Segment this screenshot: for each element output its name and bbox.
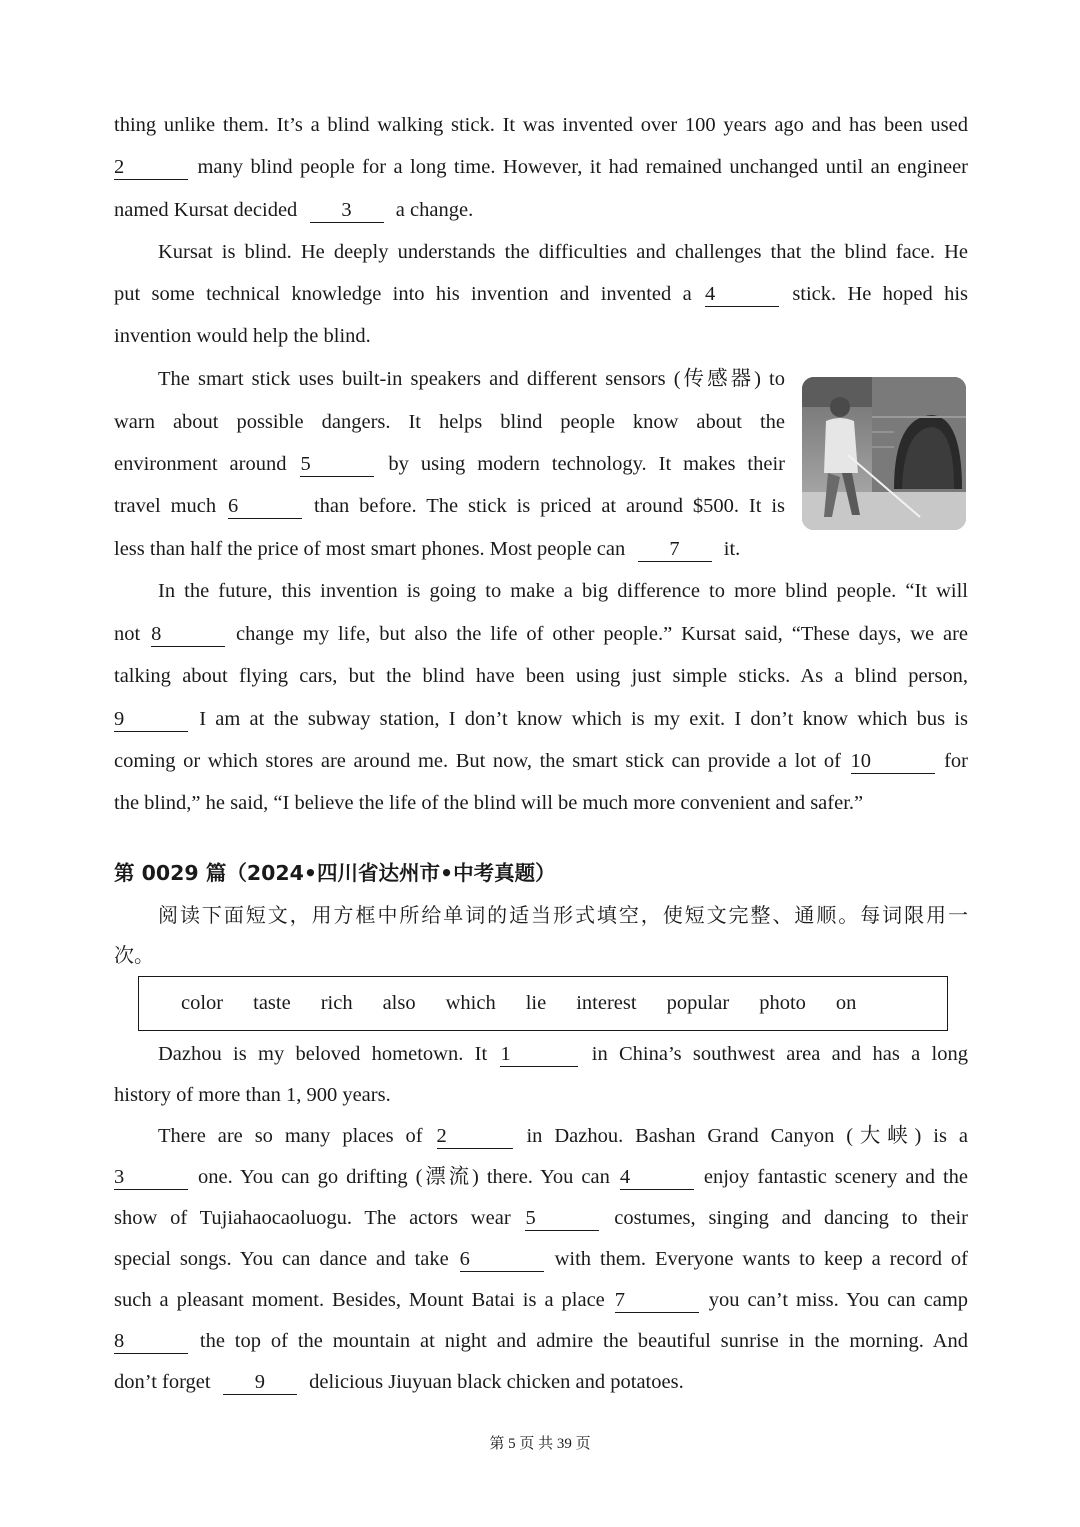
answer-blank[interactable]: 6 (460, 1247, 544, 1272)
passage2-line (114, 1203, 968, 1233)
answer-blank[interactable]: 10 (851, 749, 935, 774)
text: many blind people for a long time. However, it had remained unchanged until an engineer (197, 156, 968, 178)
passage1-line (114, 661, 968, 691)
text: you can’t miss. You can camp (708, 1289, 969, 1311)
text: stick. He hoped his (792, 283, 968, 305)
text: with them. Everyone wants to keep a record of (554, 1248, 969, 1270)
passage2-line (114, 1326, 968, 1356)
passage2-line (114, 1162, 968, 1192)
instruction-line: 阅读下面短文，用方框中所给单词的适当形式填空，使短文完整、通顺。每词限用一 (158, 903, 968, 927)
answer-blank[interactable]: 3 (114, 1165, 188, 1190)
text: by using modern technology. It makes their (388, 453, 786, 475)
text: environment around (114, 453, 287, 475)
passage2-line (158, 1121, 968, 1151)
text: in Dazhou. Bashan Grand Canyon (大峡) is a (526, 1125, 968, 1147)
word-bank-item: interest (576, 992, 637, 1014)
word-bank-box (138, 976, 948, 1031)
passage1-line (158, 364, 785, 394)
blind-man-with-cane-photo (802, 377, 966, 530)
answer-blank[interactable]: 3 (310, 198, 384, 223)
answer-blank[interactable]: 5 (525, 1206, 599, 1231)
text: warn about possible dangers. It helps blind people know about the (114, 411, 785, 433)
passage2-line (114, 1244, 968, 1274)
text: named Kursat decided (114, 199, 298, 221)
answer-blank[interactable]: 8 (151, 622, 225, 647)
text: The smart stick uses built-in speakers and different sensors (传感器) to (158, 368, 785, 390)
text: I am at the subway station, I don’t know which is my exit. I don’t know which bus is (199, 708, 969, 730)
passage1-line (114, 279, 968, 309)
answer-blank[interactable]: 4 (705, 282, 779, 307)
text: coming or which stores are around me. But now, the smart stick can provide a lot of (114, 750, 841, 772)
passage1-line (114, 534, 968, 564)
text: put some technical knowledge into his invention and invented a (114, 283, 692, 305)
text: for (944, 750, 969, 772)
text: Dazhou is my beloved hometown. It (158, 1043, 488, 1065)
text: a change. (395, 199, 474, 221)
answer-blank[interactable]: 7 (638, 537, 712, 562)
passage1-line (114, 449, 785, 479)
word-bank-item: also (382, 992, 416, 1014)
word-bank-item: which (445, 992, 496, 1014)
word-bank-item: taste (253, 992, 291, 1014)
word-bank-item: popular (666, 992, 730, 1014)
text: such a pleasant moment. Besides, Mount Batai is a place (114, 1289, 605, 1311)
passage2-line (158, 1039, 968, 1069)
passage1-line (114, 788, 968, 818)
passage1-line (114, 746, 968, 776)
text: it. (723, 538, 741, 560)
text: delicious Jiuyuan black chicken and potatoes. (309, 1371, 684, 1393)
word-bank-item: color (181, 992, 224, 1014)
text: special songs. You can dance and take (114, 1248, 449, 1270)
answer-blank[interactable]: 5 (300, 452, 374, 477)
photo-illustration (802, 377, 966, 530)
passage1-line (114, 110, 968, 140)
passage1-line (158, 576, 968, 606)
passage1-line (114, 152, 968, 182)
text: less than half the price of most smart phones. Most people can (114, 538, 626, 560)
instruction-line: 次。 (114, 943, 154, 967)
passage2-line (114, 1285, 968, 1315)
passage1-line (114, 407, 785, 437)
text: one. You can go drifting (漂流) there. You can (198, 1166, 610, 1188)
text: Kursat is blind. He deeply understands the difficulties and challenges that the blind face. He (158, 241, 968, 263)
text: invention would help the blind. (114, 325, 371, 347)
word-bank-item: on (835, 992, 857, 1014)
text: history of more than 1, 900 years. (114, 1084, 391, 1106)
text: There are so many places of (158, 1125, 423, 1147)
text: than before. The stick is priced at around $500. It is (313, 495, 786, 517)
answer-blank[interactable]: 4 (620, 1165, 694, 1190)
section-heading: 第 0029 篇（2024•四川省达州市•中考真题） (114, 861, 556, 885)
passage1-line (158, 237, 968, 267)
text: show of Tujiahaocaoluogu. The actors wear (114, 1207, 511, 1229)
answer-blank[interactable]: 2 (437, 1124, 513, 1149)
passage1-line (114, 619, 968, 649)
answer-blank[interactable]: 9 (223, 1370, 297, 1395)
text: travel much (114, 495, 217, 517)
answer-blank[interactable]: 1 (500, 1042, 578, 1067)
word-bank-item: photo (759, 992, 806, 1014)
passage2-line (114, 1367, 968, 1397)
text: enjoy fantastic scenery and the (703, 1166, 969, 1188)
text: the blind,” he said, “I believe the life of the blind will be much more convenient and safer.” (114, 792, 864, 814)
text: the top of the mountain at night and admire the beautiful sunrise in the morning. And (199, 1330, 968, 1352)
text: In the future, this invention is going to make a big difference to more blind people. “It will (158, 580, 968, 602)
text: thing unlike them. It’s a blind walking stick. It was invented over 100 years ago and has been used (114, 114, 968, 136)
text: don’t forget (114, 1371, 211, 1393)
answer-blank[interactable]: 6 (228, 494, 302, 519)
word-bank-item: lie (525, 992, 547, 1014)
answer-blank[interactable]: 8 (114, 1329, 188, 1354)
passage1-line (114, 195, 968, 225)
text: costumes, singing and dancing to their (614, 1207, 968, 1229)
answer-blank[interactable]: 2 (114, 155, 188, 180)
passage1-line (114, 704, 968, 734)
passage1-line (114, 491, 785, 521)
word-bank-item: rich (320, 992, 353, 1014)
page-number-footer: 第 5 页 共 39 页 (489, 1436, 591, 1452)
text: talking about flying cars, but the blind have been using just simple sticks. As a blind person, (114, 665, 968, 687)
answer-blank[interactable]: 7 (615, 1288, 699, 1313)
text: not (114, 623, 141, 645)
answer-blank[interactable]: 9 (114, 707, 188, 732)
passage2-line (114, 1080, 968, 1110)
text: change my life, but also the life of other people.” Kursat said, “These days, we are (235, 623, 969, 645)
text: in China’s southwest area and has a long (591, 1043, 968, 1065)
passage1-line (114, 321, 968, 351)
